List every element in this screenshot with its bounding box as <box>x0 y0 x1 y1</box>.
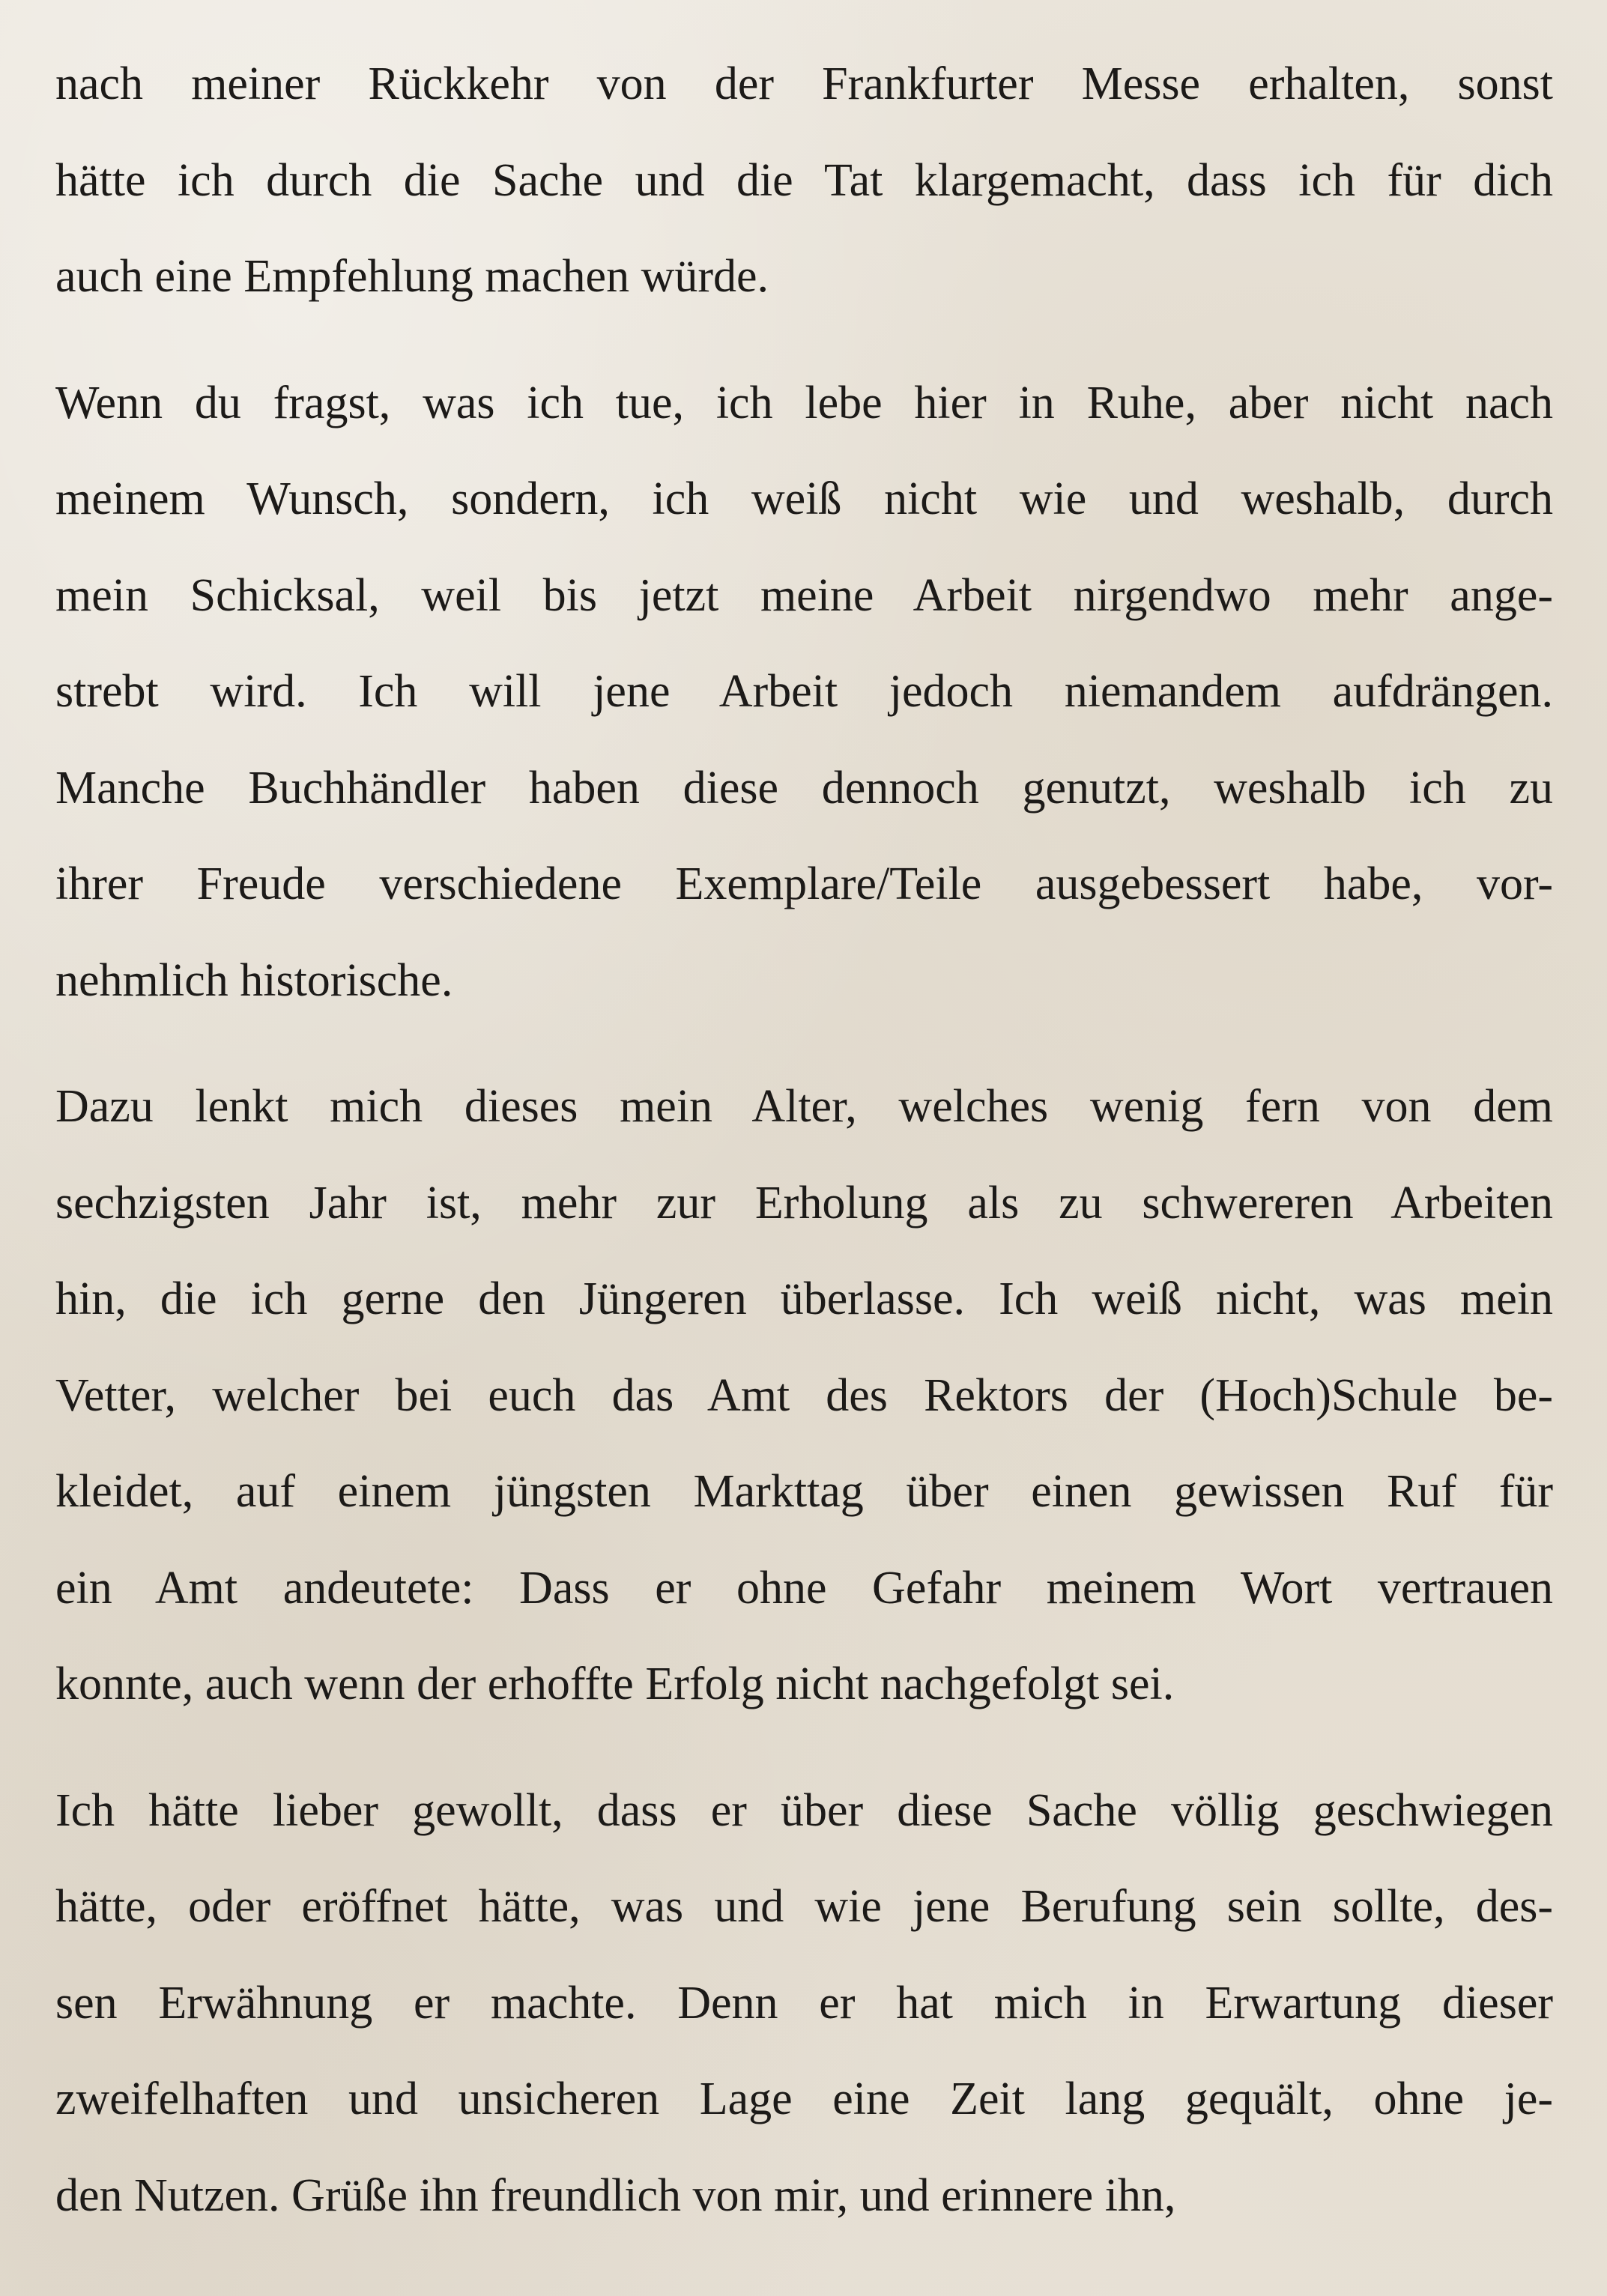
paragraph-3 <box>55 1058 1553 1733</box>
text-line: nehmlich historische. <box>55 954 453 1006</box>
text-line: hin, die ich gerne den Jüngeren überlasse. Ich weiß nicht, was mein <box>55 1273 1553 1324</box>
paragraph-1 <box>55 36 1553 325</box>
text-line: den Nutzen. Grüße ihn freundlich von mir, und erinnere ihn, <box>55 2169 1176 2221</box>
text-line: Ich hätte lieber gewollt, dass er über diese Sache völlig geschwiegen <box>55 1784 1553 1836</box>
paragraph-4 <box>55 1763 1553 2244</box>
text-line: sechzigsten Jahr ist, mehr zur Erholung als zu schwereren Arbeiten <box>55 1177 1553 1229</box>
text-line: zweifelhaften und unsicheren Lage eine Zeit lang gequält, ohne je- <box>55 2074 1553 2124</box>
text-line: sen Erwähnung er machte. Denn er hat mich in Erwartung dieser <box>55 1977 1553 2029</box>
text-line: Dazu lenkt mich dieses mein Alter, welches wenig fern von dem <box>55 1081 1553 1132</box>
text-line: strebt wird. Ich will jene Arbeit jedoch niemandem aufdrängen. <box>55 666 1553 717</box>
text-line: nach meiner Rückkehr von der Frankfurter Messe erhalten, sonst <box>55 58 1553 109</box>
text-line: Manche Buchhändler haben diese dennoch genutzt, weshalb ich zu <box>55 762 1553 814</box>
text-line: konnte, auch wenn der erhoffte Erfolg nicht nachgefolgt sei. <box>55 1659 1175 1709</box>
text-line: hätte, oder eröffnet hätte, was und wie jene Berufung sein sollte, des- <box>55 1881 1553 1932</box>
text-line: ein Amt andeutete: Dass er ohne Gefahr meinem Wort vertrauen <box>55 1562 1553 1614</box>
text-line: meinem Wunsch, sondern, ich weiß nicht wie und weshalb, durch <box>55 473 1553 524</box>
text-line: hätte ich durch die Sache und die Tat klargemacht, dass ich für dich <box>55 154 1553 206</box>
text-line: ihrer Freude verschiedene Exemplare/Teile ausgebessert habe, vor- <box>55 858 1553 909</box>
text-line: auch eine Empfehlung machen würde. <box>55 251 769 302</box>
text-line: Wenn du fragst, was ich tue, ich lebe hier in Ruhe, aber nicht nach <box>55 377 1553 428</box>
text-line: mein Schicksal, weil bis jetzt meine Arbeit nirgendwo mehr ange- <box>55 569 1553 621</box>
document-page <box>55 36 1553 2274</box>
paragraph-2 <box>55 355 1553 1029</box>
text-line: kleidet, auf einem jüngsten Markttag über einen gewissen Ruf für <box>55 1466 1553 1517</box>
text-line: Vetter, welcher bei euch das Amt des Rektors der (Hoch)Schule be- <box>55 1369 1553 1421</box>
